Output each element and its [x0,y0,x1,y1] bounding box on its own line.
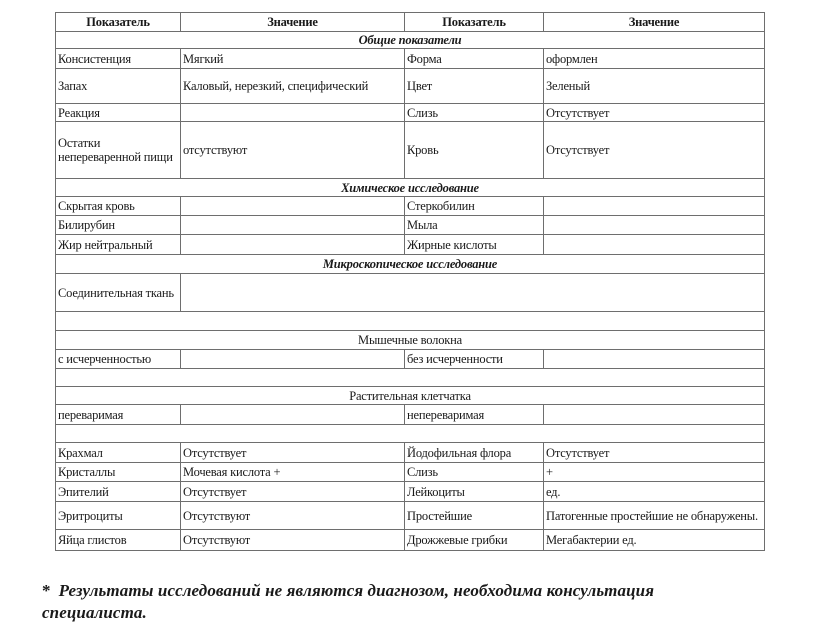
indicator-cell: Эритроциты [56,502,181,530]
table-row [56,405,765,425]
footnote-marker: * [42,581,51,600]
value-cell: Отсутствует [544,122,765,179]
table-row [56,216,765,235]
indicator-cell: Жирные кислоты [405,235,544,255]
indicator-cell: Жир нейтральный [56,235,181,255]
disclaimer-footnote [42,580,762,624]
indicator-cell: Соединительная ткань [56,274,181,312]
value-cell [181,405,405,425]
table-row [56,104,765,122]
header-value-2: Значение [544,13,765,32]
subsection-row [56,331,765,350]
value-cell [181,104,405,122]
value-cell: + [544,463,765,482]
value-cell [544,216,765,235]
indicator-cell: Крахмал [56,443,181,463]
section-row [56,255,765,274]
indicator-cell: без исчерченности [405,350,544,369]
value-cell [544,350,765,369]
value-cell [181,235,405,255]
value-cell [544,405,765,425]
indicator-cell: Кровь [405,122,544,179]
value-cell: Отсутствуют [181,502,405,530]
value-cell: Отсутствуют [181,530,405,551]
table-row [56,350,765,369]
table-row [56,530,765,551]
value-cell [181,216,405,235]
value-cell [181,197,405,216]
table-row [56,463,765,482]
indicator-cell: с исчерченностью [56,350,181,369]
section-row [56,32,765,49]
value-cell [544,197,765,216]
value-cell [544,235,765,255]
value-cell: Мягкий [181,49,405,69]
value-cell: Мочевая кислота + [181,463,405,482]
section-row [56,179,765,197]
blank-row [56,312,765,331]
header-indicator-1: Показатель [56,13,181,32]
table-row [56,235,765,255]
blank-cell [56,425,765,443]
subsection-muscle-fibers-title: Мышечные волокна [56,331,765,350]
value-cell: Отсутствует [181,482,405,502]
blank-row [56,369,765,387]
indicator-cell: переваримая [56,405,181,425]
value-cell: Отсутствует [544,443,765,463]
value-cell: Отсутствует [181,443,405,463]
table-header-row [56,13,765,32]
blank-cell [56,369,765,387]
table-row [56,197,765,216]
indicator-cell: Реакция [56,104,181,122]
value-cell: Зеленый [544,69,765,104]
indicator-cell: непереваримая [405,405,544,425]
indicator-cell: Яйца глистов [56,530,181,551]
indicator-cell: Лейкоциты [405,482,544,502]
value-cell: Патогенные простейшие не обнаружены. [544,502,765,530]
table-row [56,482,765,502]
subsection-plant-fiber-title: Растительная клетчатка [56,387,765,405]
indicator-cell: Мыла [405,216,544,235]
table-row [56,122,765,179]
table-row [56,443,765,463]
indicator-cell: Слизь [405,463,544,482]
table-row [56,502,765,530]
section-microscopic-title: Микроскопическое исследование [56,255,765,274]
indicator-cell: Простейшие [405,502,544,530]
value-cell: оформлен [544,49,765,69]
indicator-cell: Форма [405,49,544,69]
value-cell: Каловый, нерезкий, специфический [181,69,405,104]
value-cell [181,274,765,312]
indicator-cell: Эпителий [56,482,181,502]
indicator-cell: Кристаллы [56,463,181,482]
indicator-cell: Йодофильная флора [405,443,544,463]
value-cell: ед. [544,482,765,502]
footnote-text: Результаты исследований не являются диагнозом, необходима консультация специалиста. [42,581,655,622]
value-cell: Отсутствует [544,104,765,122]
indicator-cell: Билирубин [56,216,181,235]
blank-row [56,425,765,443]
indicator-cell: Консистенция [56,49,181,69]
stool-analysis-table [55,12,765,551]
header-indicator-2: Показатель [405,13,544,32]
subsection-row [56,387,765,405]
table-row [56,274,765,312]
value-cell [181,350,405,369]
table-row [56,69,765,104]
indicator-cell: Запах [56,69,181,104]
indicator-cell: Стеркобилин [405,197,544,216]
table-row [56,49,765,69]
section-general-title: Общие показатели [56,32,765,49]
section-chemical-title: Химическое исследование [56,179,765,197]
indicator-cell: Остатки непереваренной пищи [56,122,181,179]
header-value-1: Значение [181,13,405,32]
indicator-cell: Скрытая кровь [56,197,181,216]
indicator-cell: Цвет [405,69,544,104]
indicator-cell: Слизь [405,104,544,122]
blank-cell [56,312,765,331]
value-cell: отсутствуют [181,122,405,179]
value-cell: Мегабактерии ед. [544,530,765,551]
indicator-cell: Дрожжевые грибки [405,530,544,551]
